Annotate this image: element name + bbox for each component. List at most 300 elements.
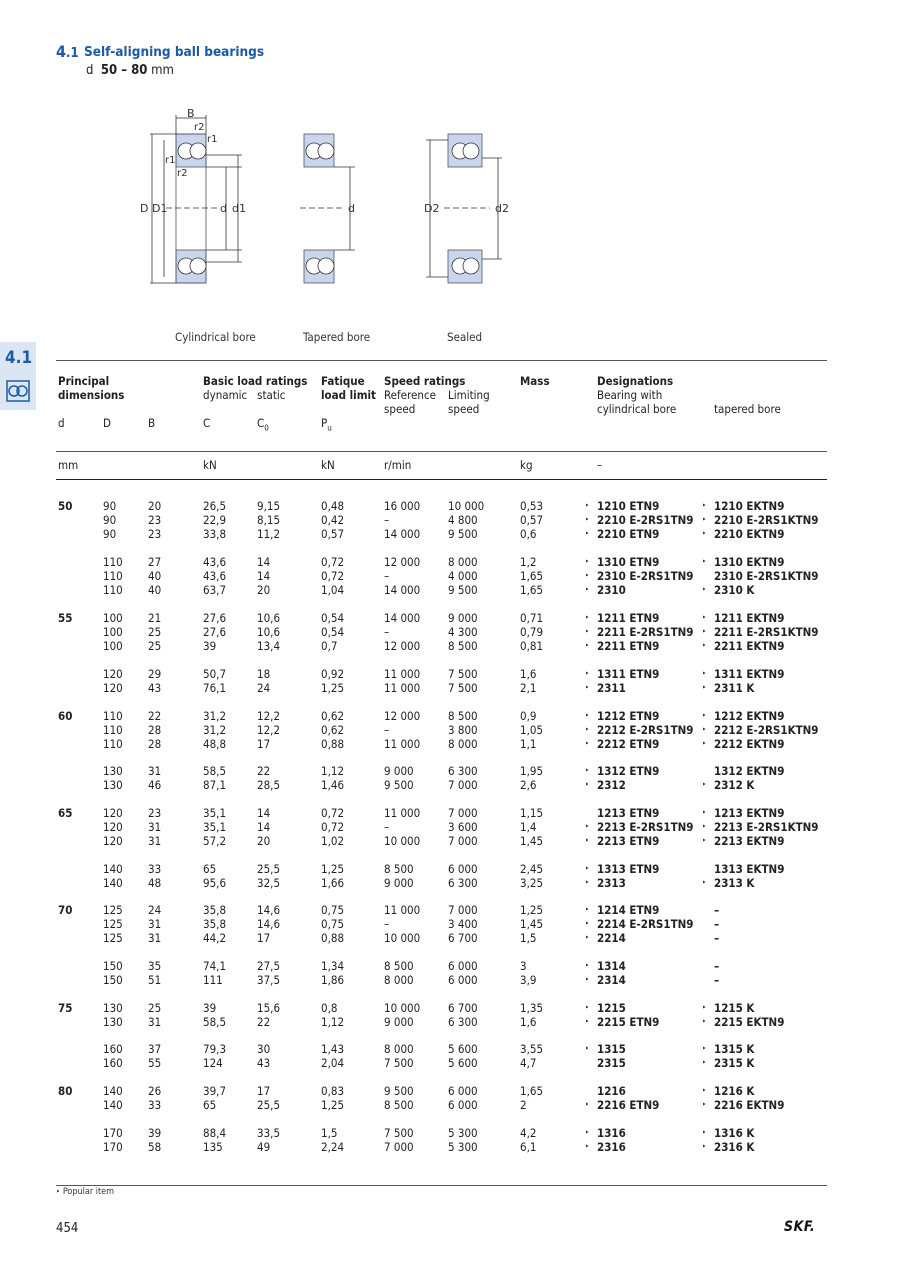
- chapter-tab: [0, 342, 36, 410]
- caption-cylindrical: Cylindrical bore: [175, 330, 256, 344]
- table-row: [0, 555, 900, 569]
- cell-designation-tapered: 2211 EKTN9: [714, 639, 785, 653]
- cell-D: 140: [103, 1084, 123, 1098]
- cell-B: 55: [148, 1056, 162, 1070]
- popular-marker-icon: ‣: [702, 501, 707, 510]
- cell-C0: 17: [257, 1084, 271, 1098]
- col-basic-load: Basic load ratings dynamic static: [203, 374, 308, 402]
- unit-kg: kg: [520, 458, 533, 472]
- cell-D: 90: [103, 513, 117, 527]
- cell-lim: 5 300: [448, 1126, 478, 1140]
- table-row: [0, 764, 900, 778]
- table-row: [0, 862, 900, 876]
- popular-marker-icon: ‣: [585, 822, 590, 831]
- cell-D: 150: [103, 973, 123, 987]
- cell-C0: 12,2: [257, 723, 281, 737]
- cell-D: 120: [103, 806, 123, 820]
- cell-C0: 33,5: [257, 1126, 281, 1140]
- cell-designation-tapered: 1210 EKTN9: [714, 499, 785, 513]
- cell-ref: 9 000: [384, 876, 414, 890]
- cell-D: 140: [103, 1098, 123, 1112]
- cell-C: 35,1: [203, 820, 227, 834]
- cell-designation-tapered: –: [714, 959, 720, 973]
- cell-P: 2,24: [321, 1140, 345, 1154]
- cell-D: 90: [103, 527, 117, 541]
- table-row: [0, 1084, 900, 1098]
- cell-designation-cylindrical: 2212 E-2RS1TN9: [597, 723, 694, 737]
- col-reference-speed: Reference speed: [384, 388, 437, 416]
- cell-P: 1,12: [321, 764, 345, 778]
- table-row: [0, 973, 900, 987]
- cell-d: 55: [58, 611, 73, 625]
- cell-B: 23: [148, 527, 162, 541]
- cell-designation-cylindrical: 2315: [597, 1056, 626, 1070]
- cell-designation-tapered: 2210 EKTN9: [714, 527, 785, 541]
- cell-designation-cylindrical: 2314: [597, 973, 626, 987]
- cell-ref: 8 500: [384, 1098, 414, 1112]
- col-tapered-bore: tapered bore: [714, 402, 781, 416]
- cell-designation-tapered: 2315 K: [714, 1056, 755, 1070]
- cell-lim: 6 300: [448, 1015, 478, 1029]
- cell-lim: 7 500: [448, 681, 478, 695]
- caption-tapered: Tapered bore: [303, 330, 371, 344]
- cell-C: 95,6: [203, 876, 227, 890]
- cell-C: 79,3: [203, 1042, 227, 1056]
- popular-marker-icon: ‣: [702, 585, 707, 594]
- cell-D: 100: [103, 611, 123, 625]
- cell-ref: 12 000: [384, 555, 421, 569]
- table-row: [0, 1001, 900, 1015]
- cell-designation-cylindrical: 1213 ETN9: [597, 806, 660, 820]
- cell-C: 33,8: [203, 527, 227, 541]
- sym-d: d: [58, 416, 65, 430]
- cell-P: 1,25: [321, 681, 345, 695]
- popular-marker-icon: ‣: [702, 1044, 707, 1053]
- cell-ref: 14 000: [384, 583, 421, 597]
- cell-B: 23: [148, 806, 162, 820]
- cell-B: 28: [148, 737, 162, 751]
- cell-mass: 6,1: [520, 1140, 537, 1154]
- cell-designation-cylindrical: 2211 ETN9: [597, 639, 660, 653]
- cell-designation-tapered: –: [714, 903, 720, 917]
- popular-marker-icon: ‣: [585, 1044, 590, 1053]
- cell-designation-tapered: –: [714, 917, 720, 931]
- popular-marker-icon: ‣: [702, 739, 707, 748]
- cell-designation-cylindrical: 2211 E-2RS1TN9: [597, 625, 694, 639]
- cell-designation-tapered: 2212 E-2RS1KTN9: [714, 723, 819, 737]
- cell-C: 31,2: [203, 709, 227, 723]
- cell-C0: 17: [257, 737, 271, 751]
- popular-marker-icon: ‣: [702, 1003, 707, 1012]
- cell-C0: 10,6: [257, 625, 281, 639]
- popular-marker-icon: ‣: [585, 683, 590, 692]
- popular-marker-icon: ‣: [585, 836, 590, 845]
- cell-mass: 1,45: [520, 917, 544, 931]
- cell-lim: 8 500: [448, 709, 478, 723]
- cell-mass: 1,5: [520, 931, 537, 945]
- cell-C: 31,2: [203, 723, 227, 737]
- cell-ref: 9 000: [384, 764, 414, 778]
- cell-C0: 11,2: [257, 527, 281, 541]
- cell-P: 1,46: [321, 778, 345, 792]
- cell-B: 39: [148, 1126, 162, 1140]
- cell-P: 0,72: [321, 806, 345, 820]
- dim-label-D2: D2: [424, 202, 440, 215]
- cell-C0: 22: [257, 1015, 271, 1029]
- cell-lim: 6 000: [448, 959, 478, 973]
- popular-marker-icon: ‣: [702, 836, 707, 845]
- table-row: [0, 903, 900, 917]
- cell-B: 25: [148, 639, 162, 653]
- cell-P: 0,48: [321, 499, 345, 513]
- popular-marker-icon: ‣: [585, 585, 590, 594]
- popular-marker-icon: ‣: [585, 780, 590, 789]
- cell-C0: 12,2: [257, 709, 281, 723]
- cell-P: 0,88: [321, 931, 345, 945]
- cell-lim: 5 600: [448, 1056, 478, 1070]
- cell-C: 39,7: [203, 1084, 227, 1098]
- cell-designation-cylindrical: 1310 ETN9: [597, 555, 660, 569]
- cell-C: 74,1: [203, 959, 227, 973]
- cell-C: 27,6: [203, 611, 227, 625]
- cell-mass: 3,55: [520, 1042, 544, 1056]
- cell-D: 140: [103, 876, 123, 890]
- cell-C0: 9,15: [257, 499, 281, 513]
- popular-marker-icon: ‣: [585, 529, 590, 538]
- cell-lim: 6 000: [448, 1098, 478, 1112]
- cell-P: 1,5: [321, 1126, 338, 1140]
- cell-lim: 10 000: [448, 499, 485, 513]
- cell-lim: 9 000: [448, 611, 478, 625]
- cell-P: 0,92: [321, 667, 345, 681]
- sym-Pu: $P_u$: [321, 416, 332, 433]
- popular-marker-icon: ‣: [585, 501, 590, 510]
- cell-ref: 14 000: [384, 611, 421, 625]
- cell-B: 20: [148, 499, 162, 513]
- cell-C0: 14: [257, 555, 271, 569]
- dim-label-B: B: [187, 107, 195, 120]
- cell-ref: 11 000: [384, 681, 421, 695]
- cell-designation-cylindrical: 1311 ETN9: [597, 667, 660, 681]
- cell-lim: 3 400: [448, 917, 478, 931]
- cell-designation-tapered: 1311 EKTN9: [714, 667, 785, 681]
- cell-C0: 43: [257, 1056, 271, 1070]
- cell-mass: 4,2: [520, 1126, 537, 1140]
- cell-mass: 2: [520, 1098, 527, 1112]
- cell-B: 31: [148, 1015, 162, 1029]
- cell-designation-tapered: 2215 EKTN9: [714, 1015, 785, 1029]
- table-row: [0, 876, 900, 890]
- cell-designation-tapered: 2311 K: [714, 681, 755, 695]
- cell-D: 130: [103, 764, 123, 778]
- cell-D: 110: [103, 555, 123, 569]
- cell-C0: 15,6: [257, 1001, 281, 1015]
- cell-D: 100: [103, 625, 123, 639]
- cell-P: 0,54: [321, 611, 345, 625]
- cell-C: 35,8: [203, 903, 227, 917]
- cell-B: 33: [148, 862, 162, 876]
- cell-designation-tapered: 2310 K: [714, 583, 755, 597]
- cell-ref: 9 500: [384, 778, 414, 792]
- cell-D: 130: [103, 778, 123, 792]
- table-row: [0, 639, 900, 653]
- col-principal-dimensions: Principal dimensions: [58, 374, 125, 402]
- cell-d: 80: [58, 1084, 73, 1098]
- cell-ref: 7 000: [384, 1140, 414, 1154]
- cell-lim: 5 300: [448, 1140, 478, 1154]
- cell-B: 43: [148, 681, 162, 695]
- ball-bearing-icon: [6, 380, 30, 406]
- cell-ref: 9 500: [384, 1084, 414, 1098]
- cell-C: 39: [203, 1001, 217, 1015]
- cell-P: 1,66: [321, 876, 345, 890]
- cell-designation-tapered: 1213 EKTN9: [714, 806, 785, 820]
- cell-lim: 5 600: [448, 1042, 478, 1056]
- popular-marker-icon: ‣: [585, 739, 590, 748]
- cell-designation-tapered: 2213 EKTN9: [714, 834, 785, 848]
- cell-designation-tapered: 1212 EKTN9: [714, 709, 785, 723]
- cell-designation-tapered: 2216 EKTN9: [714, 1098, 785, 1112]
- popular-marker-icon: ‣: [702, 613, 707, 622]
- cell-designation-cylindrical: 2316: [597, 1140, 626, 1154]
- popular-marker-icon: ‣: [702, 1017, 707, 1026]
- cell-designation-cylindrical: 2213 E-2RS1TN9: [597, 820, 694, 834]
- cell-mass: 0,79: [520, 625, 544, 639]
- cell-designation-cylindrical: 2214 E-2RS1TN9: [597, 917, 694, 931]
- cell-B: 58: [148, 1140, 162, 1154]
- cell-C: 88,4: [203, 1126, 227, 1140]
- cell-B: 37: [148, 1042, 162, 1056]
- table-row: [0, 834, 900, 848]
- dim-label-D: D: [140, 202, 149, 215]
- popular-marker-icon: ‣: [585, 613, 590, 622]
- table-row: [0, 513, 900, 527]
- cell-mass: 0,53: [520, 499, 544, 513]
- popular-marker-icon: ‣: [702, 669, 707, 678]
- cell-B: 35: [148, 959, 162, 973]
- cell-designation-cylindrical: 1214 ETN9: [597, 903, 660, 917]
- cell-ref: 11 000: [384, 737, 421, 751]
- popular-marker-icon: ‣: [585, 961, 590, 970]
- cell-designation-cylindrical: 2212 ETN9: [597, 737, 660, 751]
- cell-designation-tapered: 1215 K: [714, 1001, 755, 1015]
- cell-C: 44,2: [203, 931, 227, 945]
- cell-lim: 6 700: [448, 931, 478, 945]
- unit-designation: –: [597, 458, 603, 472]
- cell-lim: 6 000: [448, 973, 478, 987]
- cell-designation-tapered: 2310 E-2RS1KTN9: [714, 569, 819, 583]
- table-row: [0, 709, 900, 723]
- cell-P: 1,04: [321, 583, 345, 597]
- table-row: [0, 778, 900, 792]
- cell-P: 0,83: [321, 1084, 345, 1098]
- cell-C: 35,1: [203, 806, 227, 820]
- cell-B: 31: [148, 931, 162, 945]
- popular-marker-icon: ‣: [585, 627, 590, 636]
- popular-marker-icon: ‣: [585, 1128, 590, 1137]
- cell-designation-tapered: 1315 K: [714, 1042, 755, 1056]
- cell-designation-cylindrical: 2312: [597, 778, 626, 792]
- cell-C: 58,5: [203, 764, 227, 778]
- table-row: [0, 1126, 900, 1140]
- cell-lim: 8 000: [448, 737, 478, 751]
- cell-mass: 0,81: [520, 639, 544, 653]
- cell-mass: 1,1: [520, 737, 537, 751]
- popular-marker-icon: ‣: [585, 766, 590, 775]
- cell-D: 125: [103, 931, 123, 945]
- cell-ref: 7 500: [384, 1056, 414, 1070]
- cell-C: 65: [203, 862, 217, 876]
- cell-lim: 8 500: [448, 639, 478, 653]
- cell-P: 0,88: [321, 737, 345, 751]
- cell-lim: 3 600: [448, 820, 478, 834]
- skf-logo: SKF.: [784, 1219, 816, 1235]
- cell-B: 31: [148, 917, 162, 931]
- cell-mass: 1,25: [520, 903, 544, 917]
- cell-P: 1,34: [321, 959, 345, 973]
- table-row: [0, 583, 900, 597]
- cell-C: 57,2: [203, 834, 227, 848]
- header-top-rule: [56, 360, 827, 361]
- cell-P: 0,72: [321, 569, 345, 583]
- cell-designation-cylindrical: 2313: [597, 876, 626, 890]
- popular-marker-icon: ‣: [585, 919, 590, 928]
- cell-lim: 6 000: [448, 862, 478, 876]
- cell-mass: 1,05: [520, 723, 544, 737]
- cell-designation-cylindrical: 1212 ETN9: [597, 709, 660, 723]
- table-row: [0, 1042, 900, 1056]
- cell-C0: 14,6: [257, 917, 281, 931]
- cell-designation-cylindrical: 1314: [597, 959, 626, 973]
- cell-ref: 14 000: [384, 527, 421, 541]
- cell-P: 0,75: [321, 917, 345, 931]
- cell-D: 100: [103, 639, 123, 653]
- col-speed-ratings: Speed ratings: [384, 374, 466, 388]
- page-number: 454: [56, 1221, 79, 1236]
- cell-mass: 1,4: [520, 820, 537, 834]
- cell-P: 0,8: [321, 1001, 338, 1015]
- cell-B: 21: [148, 611, 162, 625]
- cell-B: 29: [148, 667, 162, 681]
- popular-marker-icon: ‣: [702, 627, 707, 636]
- cell-lim: 3 800: [448, 723, 478, 737]
- cell-d: 60: [58, 709, 73, 723]
- cell-D: 140: [103, 862, 123, 876]
- cell-d: 50: [58, 499, 73, 513]
- cell-lim: 7 500: [448, 667, 478, 681]
- cell-designation-tapered: 1313 EKTN9: [714, 862, 785, 876]
- dim-label-d2: d2: [495, 202, 509, 215]
- cell-ref: 10 000: [384, 834, 421, 848]
- cell-C: 58,5: [203, 1015, 227, 1029]
- cell-C0: 22: [257, 764, 271, 778]
- table-row: [0, 737, 900, 751]
- cell-ref: 11 000: [384, 903, 421, 917]
- cell-B: 28: [148, 723, 162, 737]
- cell-P: 1,25: [321, 862, 345, 876]
- cell-lim: 4 300: [448, 625, 478, 639]
- cell-B: 22: [148, 709, 162, 723]
- cell-mass: 1,95: [520, 764, 544, 778]
- cell-C: 124: [203, 1056, 223, 1070]
- cell-mass: 4,7: [520, 1056, 537, 1070]
- section-number: 4.1: [56, 42, 79, 61]
- cell-mass: 1,15: [520, 806, 544, 820]
- popular-marker-icon: ‣: [585, 1100, 590, 1109]
- popular-marker-icon: ‣: [585, 1142, 590, 1151]
- popular-marker-icon: ‣: [702, 780, 707, 789]
- cell-B: 31: [148, 764, 162, 778]
- cell-mass: 1,45: [520, 834, 544, 848]
- cell-ref: 8 500: [384, 959, 414, 973]
- cell-mass: 2,6: [520, 778, 537, 792]
- table-row: [0, 667, 900, 681]
- cell-ref: 11 000: [384, 667, 421, 681]
- cell-C0: 14,6: [257, 903, 281, 917]
- cell-C0: 30: [257, 1042, 271, 1056]
- popular-marker-icon: ‣: [585, 725, 590, 734]
- cell-lim: 7 000: [448, 903, 478, 917]
- cell-designation-cylindrical: 1313 ETN9: [597, 862, 660, 876]
- cell-ref: 12 000: [384, 709, 421, 723]
- cell-P: 1,25: [321, 1098, 345, 1112]
- cell-C: 43,6: [203, 555, 227, 569]
- table-row: [0, 806, 900, 820]
- cell-mass: 1,6: [520, 667, 537, 681]
- cell-lim: 4 800: [448, 513, 478, 527]
- cell-C0: 25,5: [257, 862, 281, 876]
- cell-D: 110: [103, 709, 123, 723]
- cell-C: 27,6: [203, 625, 227, 639]
- popular-marker-icon: ‣: [585, 864, 590, 873]
- cell-B: 33: [148, 1098, 162, 1112]
- cell-C0: 49: [257, 1140, 271, 1154]
- cell-C0: 32,5: [257, 876, 281, 890]
- cell-D: 120: [103, 820, 123, 834]
- units-bottom-rule: [56, 479, 827, 480]
- chapter-tab-label: 4.1: [5, 348, 33, 368]
- popular-marker-icon: ‣: [585, 905, 590, 914]
- dim-label-d-tapered: d: [348, 202, 355, 215]
- cell-D: 120: [103, 667, 123, 681]
- popular-marker-icon: ‣: [702, 1128, 707, 1137]
- popular-marker-icon: ‣: [585, 878, 590, 887]
- cell-D: 125: [103, 903, 123, 917]
- popular-marker-icon: ‣: [702, 822, 707, 831]
- cell-lim: 8 000: [448, 555, 478, 569]
- cell-C: 35,8: [203, 917, 227, 931]
- cell-designation-cylindrical: 2310 E-2RS1TN9: [597, 569, 694, 583]
- units-top-rule: [56, 451, 827, 452]
- cell-lim: 7 000: [448, 834, 478, 848]
- cell-designation-tapered: –: [714, 931, 720, 945]
- cell-B: 48: [148, 876, 162, 890]
- cell-D: 90: [103, 499, 117, 513]
- cell-C: 39: [203, 639, 217, 653]
- popular-marker-icon: ‣: [702, 515, 707, 524]
- cell-D: 130: [103, 1015, 123, 1029]
- cell-ref: –: [384, 723, 390, 737]
- cell-B: 27: [148, 555, 162, 569]
- sym-D: D: [103, 416, 111, 430]
- cell-C0: 14: [257, 569, 271, 583]
- cell-P: 0,42: [321, 513, 345, 527]
- cell-mass: 1,35: [520, 1001, 544, 1015]
- table-row: [0, 1056, 900, 1070]
- cell-C0: 8,15: [257, 513, 281, 527]
- popular-marker-icon: ‣: [585, 1017, 590, 1026]
- popular-marker-icon: ‣: [585, 669, 590, 678]
